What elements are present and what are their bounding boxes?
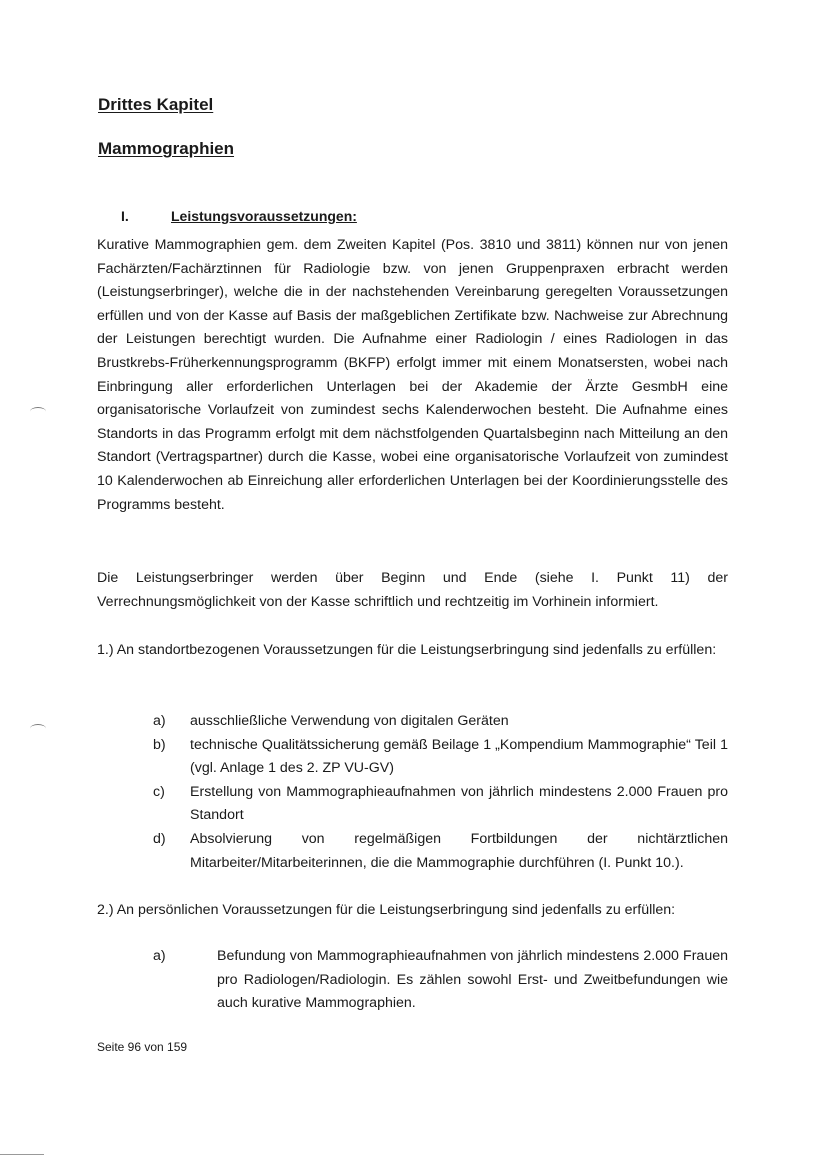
list-item-personal-requirements: 2.) An persönlichen Voraussetzungen für die Leistungserbringung sind jedenfalls zu erfüllen: bbox=[97, 902, 676, 918]
list-item bbox=[153, 945, 728, 1016]
list-item bbox=[153, 734, 728, 781]
list-text: Befundung von Mammographieaufnahmen von jährlich mindestens 2.000 Frauen pro Radiologen/Radiologin. Es zählen sowohl Erst- und Zweitbefundungen wie auch kurative Mammographien. bbox=[217, 948, 728, 1012]
paragraph-information: Die Leistungserbringer werden über Beginn und Ende (siehe I. Punkt 11) der Verrechnungsmöglichkeit von der Kasse schriftlich und rechtzeitig im Vorhinein informiert. bbox=[97, 570, 728, 610]
list-text: Absolvierung von regelmäßigen Fortbildungen der nichtärztlichen Mitarbeiter/Mitarbeiterinnen, die die Mammographie durchführen (I. Punkt 10.). bbox=[190, 830, 728, 871]
scan-edge-line bbox=[0, 1154, 44, 1155]
list-marker: a) bbox=[153, 948, 166, 964]
list-item bbox=[153, 781, 728, 828]
section-title: Leistungsvoraussetzungen: bbox=[171, 208, 357, 224]
list-item-site-requirements: 1.) An standortbezogenen Voraussetzungen für die Leistungserbringung sind jedenfalls zu erfüllen: bbox=[97, 642, 717, 658]
list-item bbox=[153, 710, 728, 734]
section-heading bbox=[121, 208, 357, 224]
list-marker: c) bbox=[153, 783, 165, 800]
list-text: technische Qualitätssicherung gemäß Beilage 1 „Kompendium Mammographie“ Teil 1 (vgl. Anlage 1 des 2. ZP VU-GV) bbox=[190, 736, 728, 777]
chapter-subheading: Mammographien bbox=[98, 139, 235, 158]
list-marker: d) bbox=[153, 830, 166, 847]
paragraph-requirements: Kurative Mammographien gem. dem Zweiten Kapitel (Pos. 3810 und 3811) können nur von jenen Fachärzten/Fachärztinnen für Radiologie bzw. von jenen Gruppenpraxen erbracht werden (Leistungserbringer), welche die in der nachstehenden Vereinbarung geregelten Voraussetzungen erfüllen und von der Kasse auf Basis der maßgeblichen Zertifikate bzw. Nachweise zur Abrechnung der Leistungen berechtigt wurden. Die Aufnahme einer Radiologin / eines Radiologen in das Brustkrebs-Früherkennungsprogramm (BKFP) erfolgt immer mit einem Monatsersten, wobei nach Einbringung aller erforderlichen Unterlagen bei der Akademie der Ärzte GesmbH eine organisatorische Vorlaufzeit von zumindest sechs Kalenderwochen besteht. Die Aufnahme eines Standorts in das Programm erfolgt mit dem nächstfolgenden Quartalsbeginn nach Mitteilung an den Standort (Vertragspartner) durch die Kasse, wobei eine organisatorische Vorlaufzeit von zumindest 10 Kalenderwochen ab Einreichung aller erforderlichen Unterlagen bei der Koordinierungsstelle des Programms besteht. bbox=[97, 237, 728, 513]
list-text: ausschließliche Verwendung von digitalen Geräten bbox=[190, 713, 509, 729]
punch-hole-mark bbox=[30, 407, 46, 416]
page-footer: Seite 96 von 159 bbox=[97, 1040, 188, 1054]
punch-hole-mark bbox=[30, 724, 46, 733]
personal-requirements-list bbox=[153, 945, 728, 1016]
section-number: I. bbox=[121, 208, 129, 224]
list-text: Erstellung von Mammographieaufnahmen von jährlich mindestens 2.000 Frauen pro Standort bbox=[190, 783, 728, 824]
chapter-heading: Drittes Kapitel bbox=[98, 95, 214, 114]
list-marker: b) bbox=[153, 736, 166, 753]
site-requirements-list bbox=[153, 710, 728, 875]
list-marker: a) bbox=[153, 713, 166, 729]
list-item bbox=[153, 828, 728, 875]
